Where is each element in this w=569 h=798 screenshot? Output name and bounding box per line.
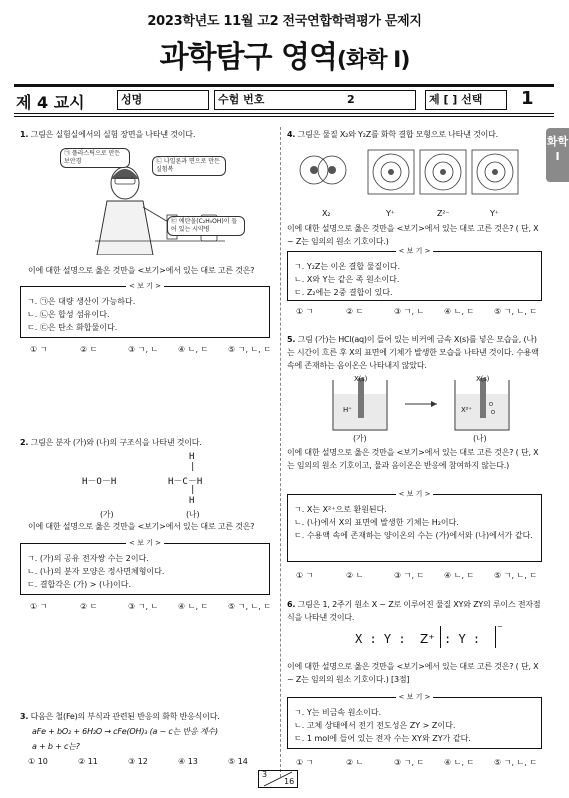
label-na: (나): [473, 434, 487, 443]
period-label: 제 4 교시: [16, 93, 85, 112]
choice[interactable]: ① ㄱ: [30, 345, 48, 354]
label-xs-b: X(s): [476, 375, 490, 383]
bogi-item: ㄱ. (가)의 공유 전자쌍 수는 2이다.: [27, 554, 149, 563]
structure-water: H－O－H: [82, 477, 117, 487]
column-separator: [280, 127, 281, 777]
question-2-stem: 2. 그림은 분자 (가)와 (나)의 구조식을 나타낸 것이다.: [20, 438, 202, 447]
question-3-stem: 3. 다음은 철(Fe)의 부식과 관련된 반응의 화학 반응식이다.: [20, 712, 220, 721]
choice[interactable]: ④ ㄴ, ㄷ: [178, 602, 209, 611]
choice[interactable]: ⑤ ㄱ, ㄴ, ㄷ: [228, 345, 272, 354]
ion-x-2plus: X²⁺: [461, 406, 472, 414]
question-5-ask: 이에 대한 설명으로 옳은 것만을 <보기>에서 있는 대로 고른 것은? ( 단, X는 임의의 원소 기호이고, 물과 음이온은 반응에 참여하지 않는다.): [287, 448, 539, 470]
choice[interactable]: ④ ㄴ, ㄷ: [444, 571, 475, 580]
bogi-item: ㄷ. 1 mol에 들어 있는 전자 수는 XY와 ZY가 같다.: [294, 734, 471, 743]
choice[interactable]: ④ ㄴ, ㄷ: [444, 758, 475, 767]
bogi-item: ㄱ. ㉠은 대량 생산이 가능하다.: [27, 297, 136, 306]
label-z-2minus: Z²⁻: [437, 209, 450, 218]
header-rule-bottom: [14, 113, 554, 114]
lewis-z-plus: Z⁺: [420, 632, 435, 646]
choice[interactable]: ③ ㄱ, ㄷ: [394, 571, 425, 580]
choice[interactable]: ① ㄱ: [296, 307, 314, 316]
note-goggles: ㉠ 플라스틱으로 만든 보안경: [60, 148, 130, 168]
choice[interactable]: ① ㄱ: [296, 571, 314, 580]
lewis-charge: ⁻: [497, 622, 503, 635]
lewis-y: : Y :: [444, 632, 481, 646]
choice[interactable]: ① ㄱ: [296, 758, 314, 767]
structure-methane-mid: H－C－H: [168, 477, 203, 487]
bogi-item: ㄱ. X는 X²⁺으로 환원된다.: [294, 505, 387, 514]
question-2-ask: 이에 대한 설명으로 옳은 것만을 <보기>에서 있는 대로 고른 것은?: [28, 522, 255, 531]
question-4-figure: [292, 146, 532, 210]
bogi-item: ㄱ. Y는 비금속 원소이다.: [294, 708, 382, 717]
structure-methane-bot: H: [189, 496, 195, 506]
label-y-plus-2: Y⁺: [490, 209, 499, 218]
choice[interactable]: ④ 13: [178, 757, 198, 766]
choice[interactable]: ③ 12: [128, 757, 148, 766]
bogi-item: ㄷ. 수용액 속에 존재하는 양이온의 수는 (가)에서와 (나)에서가 같다.: [294, 531, 533, 540]
subject-side-tab: 화학 Ⅰ: [546, 128, 569, 182]
question-6-choices: [296, 757, 537, 768]
choice[interactable]: ⑤ ㄱ, ㄴ, ㄷ: [494, 571, 538, 580]
question-3-choices: [28, 757, 248, 766]
bogi-item: ㄴ. 고체 상태에서 전기 전도성은 ZY > Z이다.: [294, 721, 456, 730]
label-ga: (가): [100, 510, 114, 519]
page-fraction: 3 16: [258, 770, 298, 788]
exam-number-box[interactable]: 수험 번호 2: [214, 90, 416, 110]
label-xs-a: X(s): [354, 375, 368, 383]
label-y-plus: Y⁺: [386, 209, 395, 218]
selection-box[interactable]: 제 [ ] 선택: [425, 90, 507, 110]
bogi-item: ㄷ. ㉢은 탄소 화합물이다.: [27, 323, 118, 332]
choice[interactable]: ② ㄴ: [346, 758, 364, 767]
question-5-choices: [296, 570, 537, 581]
page-number: 1: [521, 88, 534, 109]
equation: aFe + bO₂ + 6H₂O → cFe(OH)₃ (a ~ c는 반응 계수): [32, 727, 218, 736]
structure-bond: |: [190, 485, 196, 495]
label-x2: X₂: [322, 209, 331, 218]
bond-model-diagram: [292, 146, 532, 206]
choice[interactable]: ⑤ 14: [228, 757, 248, 766]
exam-header-line: 2023학년도 11월 고2 전국연합학력평가 문제지: [147, 14, 422, 29]
choice[interactable]: ① 10: [28, 757, 48, 766]
choice[interactable]: ② 11: [78, 757, 98, 766]
exam-title: 과학탐구 영역(화학 Ⅰ): [159, 40, 410, 75]
structure-bond: |: [190, 462, 196, 472]
choice[interactable]: ② ㄷ: [346, 307, 364, 316]
header-rule: [14, 84, 554, 87]
bogi-item: ㄷ. 결합각은 (가) > (나)이다.: [27, 580, 131, 589]
choice[interactable]: ③ ㄱ, ㄴ: [128, 602, 159, 611]
question-2-bogi: < 보 기 > ㄱ. (가)의 공유 전자쌍 수는 2이다. ㄴ. (나)의 분자 모양은 정사면체형이다. ㄷ. 결합각은 (가) > (나)이다.: [20, 543, 270, 595]
choice[interactable]: ④ ㄴ, ㄷ: [444, 307, 475, 316]
question-5-bogi: < 보 기 > ㄱ. X는 X²⁺으로 환원된다. ㄴ. (나)에서 X의 표면에 발생한 기체는 H₂이다. ㄷ. 수용액 속에 존재하는 양이온의 수는 (가)에서와 (나)에서가 같다.: [287, 494, 542, 562]
question-1-stem: 1. 그림은 실험실에서의 실험 장면을 나타낸 것이다.: [20, 130, 196, 139]
bogi-item: ㄷ. Z₂에는 2중 결합이 있다.: [294, 288, 393, 297]
question-1-bogi: < 보 기 > ㄱ. ㉠은 대량 생산이 가능하다. ㄴ. ㉡은 합성 섬유이다. ㄷ. ㉢은 탄소 화합물이다.: [20, 286, 270, 338]
choice[interactable]: ④ ㄴ, ㄷ: [178, 345, 209, 354]
name-box[interactable]: 성명: [117, 90, 209, 110]
header-rule-bottom-2: [14, 116, 554, 117]
question-6-stem: 6. 그림은 1, 2주기 원소 X ~ Z로 이루어진 물질 XY와 ZY의 루이스 전자점식을 나타낸 것이다.: [287, 600, 541, 622]
bogi-item: ㄴ. (나)의 분자 모양은 정사면체형이다.: [27, 567, 165, 576]
question-4-ask: 이에 대한 설명으로 옳은 것만을 <보기>에서 있는 대로 고른 것은? ( 단, X ~ Z는 임의의 원소 기호이다.): [287, 224, 539, 246]
choice[interactable]: ③ ㄱ, ㄷ: [394, 758, 425, 767]
question-6-bogi: < 보 기 > ㄱ. Y는 비금속 원소이다. ㄴ. 고체 상태에서 전기 전도성은 ZY > Z이다. ㄷ. 1 mol에 들어 있는 전자 수는 XY와 ZY가 같다.: [287, 697, 542, 749]
choice[interactable]: ⑤ ㄱ, ㄴ, ㄷ: [494, 758, 538, 767]
bogi-item: ㄱ. Y₂Z는 이온 결합 물질이다.: [294, 262, 401, 271]
question-2-choices: [30, 601, 271, 612]
bogi-item: ㄴ. ㉡은 합성 섬유이다.: [27, 310, 110, 319]
choice[interactable]: ② ㄴ: [346, 571, 364, 580]
question-5-stem: 5. 그림 (가)는 HCl(aq)이 들어 있는 비커에 금속 X(s)를 넣은 모습을, (나)는 시간이 흐른 후 X의 표면에 기체가 발생한 모습을 나타낸 것이다. 수용액 속에 존재하는 음이온은 나타내지 않았다.: [287, 335, 539, 370]
choice[interactable]: ① ㄱ: [30, 602, 48, 611]
question-1-ask: 이에 대한 설명으로 옳은 것만을 <보기>에서 있는 대로 고른 것은?: [28, 266, 255, 275]
ion-h-plus: H⁺: [343, 406, 352, 414]
label-ga: (가): [353, 434, 367, 443]
question-3-ask: a + b + c는?: [32, 742, 80, 751]
structure-methane-top: H: [189, 452, 195, 462]
question-4-bogi: < 보 기 > ㄱ. Y₂Z는 이온 결합 물질이다. ㄴ. X와 Y는 같은 족 원소이다. ㄷ. Z₂에는 2중 결합이 있다.: [287, 251, 542, 301]
label-na: (나): [186, 510, 200, 519]
choice[interactable]: ③ ㄱ, ㄴ: [394, 307, 425, 316]
choice[interactable]: ⑤ ㄱ, ㄴ, ㄷ: [494, 307, 538, 316]
choice[interactable]: ② ㄷ: [80, 602, 98, 611]
question-6-ask: 이에 대한 설명으로 옳은 것만을 <보기>에서 있는 대로 고른 것은? ( 단, X ~ Z는 임의의 원소 기호이다.) [3점]: [287, 662, 539, 684]
bogi-item: ㄴ. (나)에서 X의 표면에 발생한 기체는 H₂이다.: [294, 518, 459, 527]
note-lab-coat: ㉡ 나일론과 면으로 만든 실험복: [152, 156, 226, 176]
question-4-stem: 4. 그림은 물질 X₂와 Y₂Z를 화학 결합 모형으로 나타낸 것이다.: [287, 130, 498, 139]
choice[interactable]: ⑤ ㄱ, ㄴ, ㄷ: [228, 602, 272, 611]
choice[interactable]: ② ㄷ: [80, 345, 98, 354]
question-1-choices: [30, 344, 271, 355]
question-4-choices: [296, 306, 537, 317]
note-reagent-bottle: ㉢ 에탄올(C₂H₅OH)이 들어 있는 시약병: [167, 216, 245, 236]
choice[interactable]: ③ ㄱ, ㄴ: [128, 345, 159, 354]
lewis-xy: X : Y :: [355, 632, 406, 646]
bogi-item: ㄴ. X와 Y는 같은 족 원소이다.: [294, 275, 400, 284]
